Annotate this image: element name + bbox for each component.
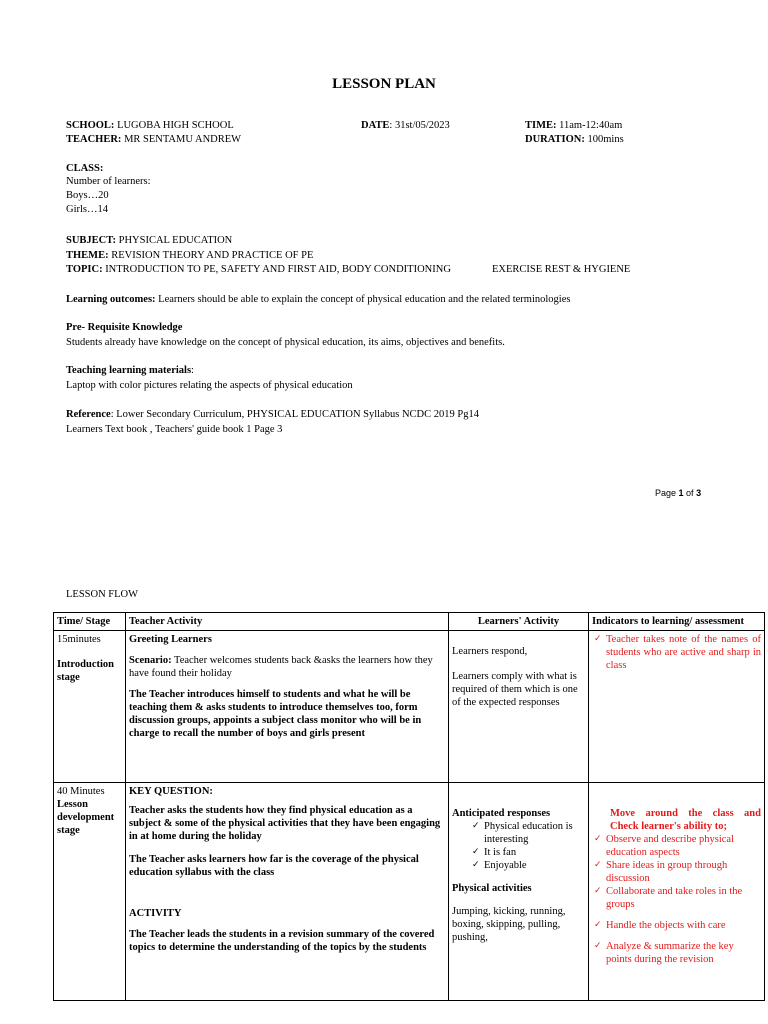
header-time-stage: Time/ Stage — [54, 613, 126, 631]
row2-activity-label: ACTIVITY — [129, 908, 182, 919]
school-value: LUGOBA HIGH SCHOOL — [117, 120, 234, 131]
duration-value: 100mins — [587, 134, 624, 145]
prereq-text: Students already have knowledge on the concept of physical education, its aims, objectives and benefits. — [66, 337, 505, 348]
date-label: DATE — [361, 120, 390, 131]
reference-text: : Lower Secondary Curriculum, PHYSICAL EDUCATION Syllabus NCDC 2019 Pg14 — [110, 409, 479, 420]
page-current: 1 — [678, 488, 684, 498]
row1-teacher-activity — [126, 631, 449, 783]
theme-line — [66, 249, 313, 262]
duration-label: DURATION: — [525, 134, 585, 145]
row1-scenario — [129, 654, 445, 680]
response-item: ✓ Enjoyable — [470, 859, 585, 872]
theme-value: REVISION THEORY AND PRACTICE OF PE — [111, 250, 314, 261]
row2-question-2: The Teacher asks learners how far is the coverage of the physical education syllabus with the class — [129, 854, 419, 878]
topic-extra: EXERCISE REST & HYGIENE — [492, 264, 631, 275]
date-value: : 31st/05/2023 — [389, 120, 450, 131]
row2-key-question: KEY QUESTION: — [129, 786, 213, 797]
header-learners-activity: Learners' Activity — [449, 613, 589, 631]
time-line — [525, 119, 622, 132]
table-row — [54, 783, 765, 1001]
materials-label: Teaching learning materials — [66, 365, 192, 376]
girls-count: Girls…14 — [66, 204, 108, 215]
page-number — [655, 487, 701, 500]
class-label: CLASS: — [66, 163, 104, 174]
page-mid: of — [683, 488, 697, 498]
lesson-flow-title: LESSON FLOW — [66, 589, 139, 600]
response-item: ✓ Physical education is interesting — [470, 820, 585, 846]
outcomes-label: Learning outcomes: — [66, 294, 156, 305]
time-value: 11am-12:40am — [559, 120, 623, 131]
row1-indicator: ✓ Teacher takes note of the names of students who are active and sharp in class — [592, 633, 761, 672]
outcomes-text: Learners should be able to explain the concept of physical education and the related terminologies — [158, 294, 571, 305]
row2-teacher-activity — [126, 783, 449, 1001]
indicator-item: ✓ Observe and describe physical education aspects — [592, 833, 761, 859]
document-title: LESSON PLAN — [332, 76, 436, 92]
row2-indicator-head: Move around the class and Check learner's ability to; — [610, 808, 761, 832]
page-prefix: Page — [655, 488, 679, 498]
row1-scenario-text: Teacher welcomes students back &asks the learners how they have found their holiday — [129, 655, 433, 679]
row1-learners-activity — [449, 631, 589, 783]
response-item: ✓ It is fan — [470, 846, 585, 859]
prereq-label: Pre- Requisite Knowledge — [66, 322, 183, 333]
materials-text: Laptop with color pictures relating the aspects of physical education — [66, 380, 353, 391]
date-line — [361, 119, 450, 132]
header-teacher-activity: Teacher Activity — [126, 613, 449, 631]
duration-line — [525, 133, 624, 146]
row2-anticipated-label: Anticipated responses — [452, 808, 551, 819]
topic-label: TOPIC: — [66, 264, 103, 275]
row1-stage: Introduction stage — [57, 659, 114, 683]
page-total: 3 — [696, 488, 702, 498]
indicator-item: ✓ Analyze & summarize the key points during the revision — [592, 940, 761, 966]
row1-learner-comply: Learners comply with what is required of them which is one of the expected responses — [452, 671, 578, 708]
teacher-label: TEACHER: — [66, 134, 122, 145]
subject-value: PHYSICAL EDUCATION — [118, 235, 233, 246]
indicator-item: ✓ Share ideas in group through discussion — [592, 859, 761, 885]
row2-learners-activity — [449, 783, 589, 1001]
reference-block — [66, 408, 756, 436]
row1-scenario-label: Scenario: — [129, 655, 172, 666]
row2-responses-list — [470, 820, 585, 872]
row2-time-stage — [54, 783, 126, 1001]
class-block — [66, 162, 151, 216]
indicator-item: ✓ Collaborate and take roles in the groups — [592, 885, 761, 911]
topic-line — [66, 263, 451, 276]
boys-count: Boys…20 — [66, 190, 109, 201]
teacher-line — [66, 133, 241, 146]
row1-indicators — [589, 631, 765, 783]
topic-value: INTRODUCTION TO PE, SAFETY AND FIRST AID, BODY CONDITIONING — [105, 264, 451, 275]
prerequisite-block — [66, 321, 756, 349]
theme-label: THEME: — [66, 250, 109, 261]
row1-indicator-list — [592, 633, 761, 672]
school-label: SCHOOL: — [66, 120, 115, 131]
row2-time: 40 Minutes — [57, 786, 105, 797]
school-line — [66, 119, 234, 132]
row2-activity-text: The Teacher leads the students in a revision summary of the covered topics to determine the understanding of the topics by the students — [129, 929, 435, 953]
materials-block: Teaching learning materials: Laptop with color pictures relating the aspects of physical education — [66, 364, 756, 392]
row1-time: 15minutes — [57, 634, 101, 645]
row2-question-1: Teacher asks the students how they find physical education as a subject & some of the physical activities that they have been engaging in at home during the holiday — [129, 805, 441, 842]
row1-greeting: Greeting Learners — [129, 634, 212, 645]
lesson-flow-table — [53, 612, 765, 1001]
table-header-row — [54, 613, 765, 631]
indicator-item: ✓ Handle the objects with care — [592, 919, 761, 932]
row2-indicator-list — [592, 833, 761, 966]
row2-activities-list: Jumping, kicking, running, boxing, skipping, pulling, pushing, — [452, 906, 566, 943]
header-indicators: Indicators to learning/ assessment — [589, 613, 765, 631]
reference-label: Reference — [66, 409, 111, 420]
learners-count: Number of learners: — [66, 176, 151, 187]
row1-intro: The Teacher introduces himself to students and what he will be teaching them & asks students to introduce themselves too, form discussion groups, appoints a subject class monitor who will be in charge to recall the number of boys and girls present — [129, 689, 422, 739]
row2-indicators — [589, 783, 765, 1001]
teacher-value: MR SENTAMU ANDREW — [124, 134, 242, 145]
subject-label: SUBJECT: — [66, 235, 116, 246]
time-label: TIME: — [525, 120, 557, 131]
row2-physical-activities-label: Physical activities — [452, 883, 532, 894]
table-row — [54, 631, 765, 783]
row1-learner-respond: Learners respond, — [452, 646, 528, 657]
row1-time-stage — [54, 631, 126, 783]
row2-stage: Lesson development stage — [57, 799, 115, 836]
subject-line — [66, 234, 232, 247]
learning-outcomes — [66, 293, 756, 306]
reference-text-2: Learners Text book , Teachers' guide book 1 Page 3 — [66, 424, 283, 435]
